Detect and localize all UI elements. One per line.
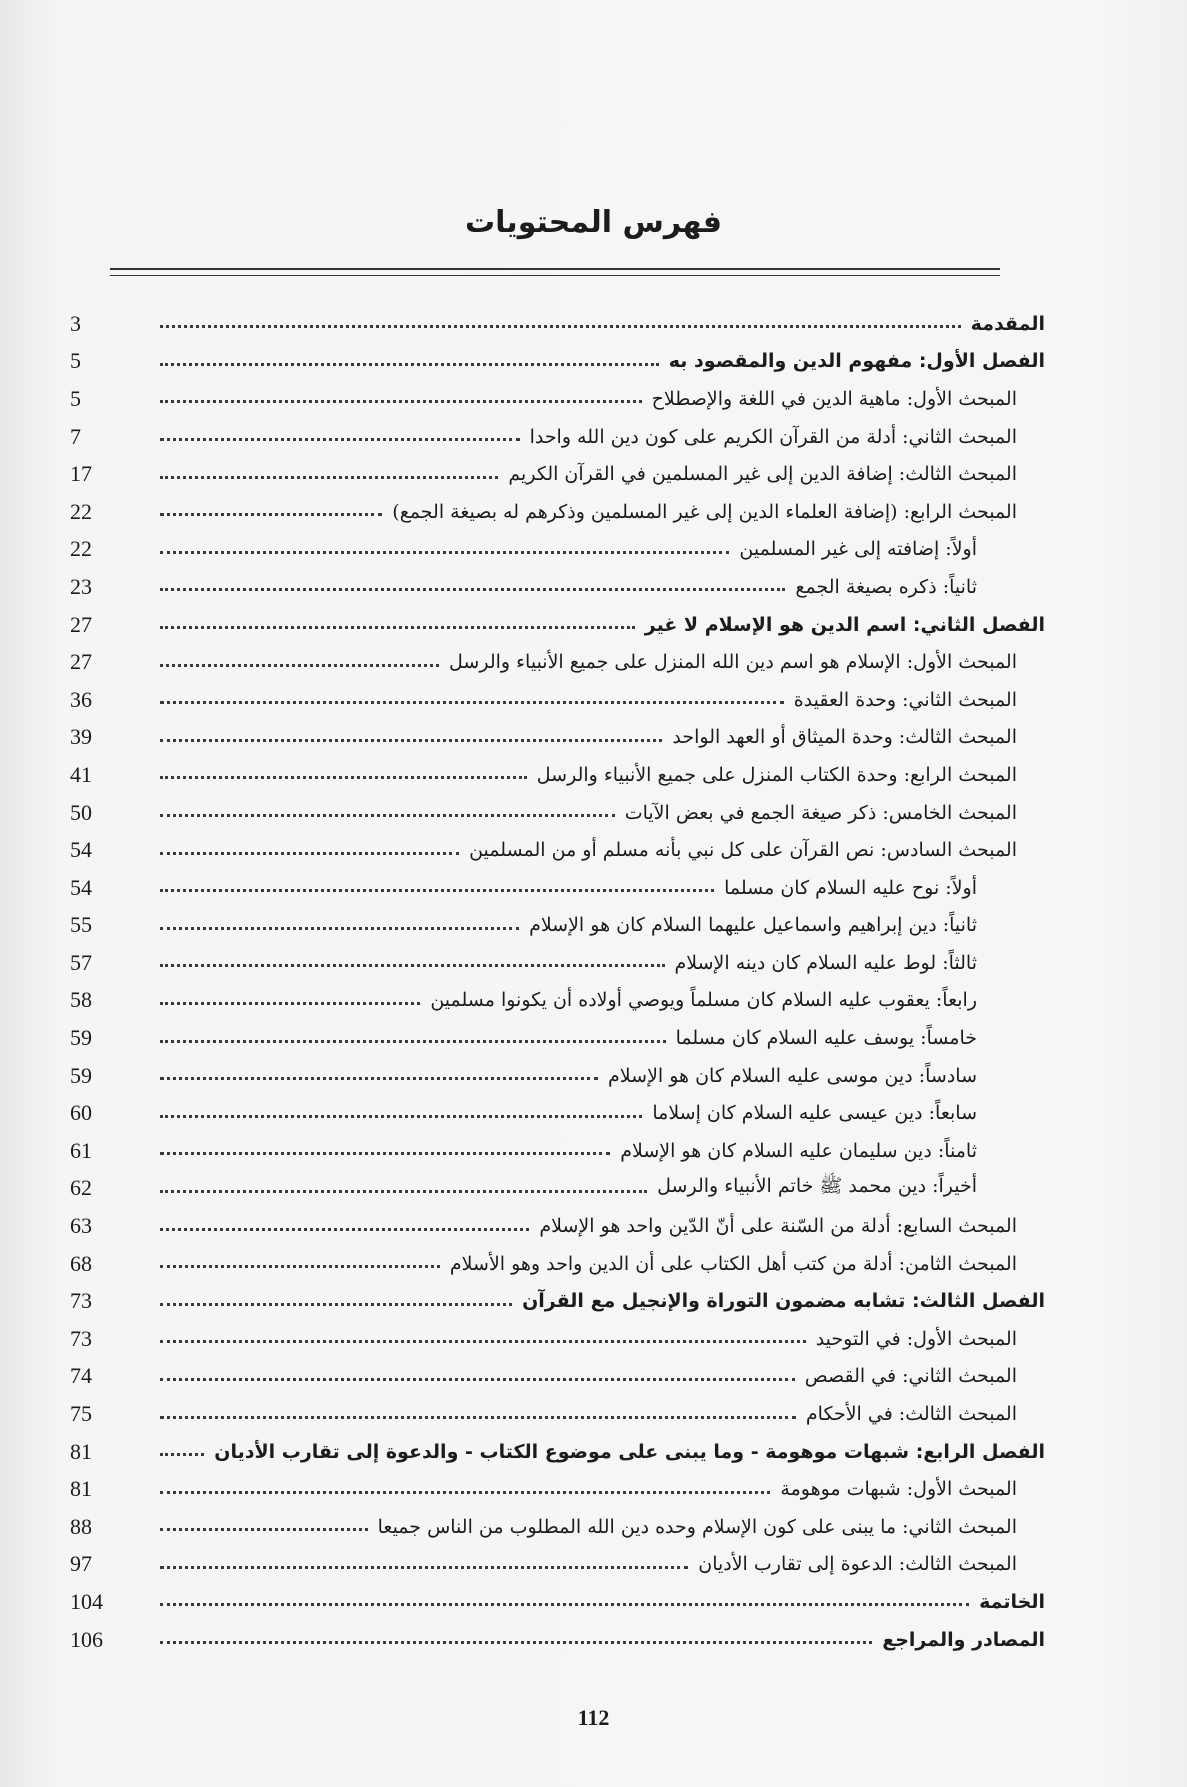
- toc-section-title: المبحث الرابع: وحدة الكتاب المنزل على جميع الأنبياء والرسل: [536, 763, 1017, 786]
- toc-dot-leader: [160, 1593, 969, 1606]
- toc-entry: [70, 982, 1045, 1020]
- toc-page-number: 22: [70, 498, 92, 524]
- toc-entry: [70, 944, 1045, 982]
- toc-section-title: المبحث الرابع: (إضافة العلماء الدين إلى غير المسلمين وذكرهم له بصيغة الجمع): [392, 500, 1017, 523]
- toc-section-title: المبحث الثاني: ما يبنى على كون الإسلام وحده دين الله المطلوب من الناس جميعا: [377, 1515, 1017, 1538]
- toc-page-number: 62: [70, 1175, 92, 1201]
- toc-entry: [70, 1170, 1045, 1208]
- toc-section-title: المبحث الثاني: وحدة العقيدة: [793, 688, 1017, 711]
- toc-page-number: 97: [70, 1551, 92, 1577]
- toc-entry: [70, 1583, 1045, 1621]
- toc-dot-leader: [160, 1368, 795, 1381]
- toc-dot-leader: [160, 766, 527, 779]
- toc-dot-leader: [160, 691, 784, 704]
- toc-section-title: رابعاً: يعقوب عليه السلام كان مسلماً ويوصي أولاده أن يكونوا مسلمين: [430, 989, 977, 1012]
- toc-page-number: 104: [70, 1588, 103, 1614]
- toc-section-title: المبحث الثالث: وحدة الميثاق أو العهد الواحد: [672, 726, 1017, 749]
- toc-entry: [70, 681, 1045, 719]
- toc-chapter-title: الفصل الأول: مفهوم الدين والمقصود به: [668, 350, 1045, 373]
- toc-section-title: المبحث الأول: في التوحيد: [815, 1327, 1017, 1350]
- toc-section-title: المبحث الثامن: أدلة من كتب أهل الكتاب على أن الدين واحد وهو الأسلام: [449, 1252, 1017, 1275]
- toc-chapter-title: الفصل الثاني: اسم الدين هو الإسلام لا غير: [644, 613, 1045, 636]
- toc-entry: [70, 1621, 1045, 1659]
- toc-dot-leader: [160, 1105, 642, 1118]
- toc-entry: [70, 1358, 1045, 1396]
- toc-section-title: ثانياً: دين إبراهيم واسماعيل عليهما السلام كان هو الإسلام: [529, 914, 977, 937]
- toc-page-number: 5: [70, 385, 81, 411]
- toc-section-title: ثانياً: ذكره بصيغة الجمع: [795, 575, 977, 598]
- toc-page-number: 27: [70, 611, 92, 637]
- toc-page-number: 63: [70, 1213, 92, 1239]
- toc-entry: [70, 455, 1045, 493]
- toc-section-title: المبحث السابع: أدلة من السّنة على أنّ الدّين واحد هو الإسلام: [539, 1215, 1017, 1238]
- toc-section-title: أولاً: نوح عليه السلام كان مسلما: [724, 876, 977, 899]
- toc-entry: [70, 380, 1045, 418]
- toc-section-title: المبحث السادس: نص القرآن على كل نبي بأنه مسلم أو من المسلمين: [469, 839, 1017, 862]
- toc-page-number: 22: [70, 536, 92, 562]
- toc-dot-leader: [160, 541, 729, 554]
- toc-entry: [70, 831, 1045, 869]
- toc-dot-leader: [160, 1067, 598, 1080]
- toc-dot-leader: [160, 1556, 688, 1569]
- toc-section-title: سابعاً: دين عيسى عليه السلام كان إسلاما: [652, 1102, 977, 1125]
- toc-dot-leader: [160, 1631, 872, 1644]
- toc-page-number: 36: [70, 686, 92, 712]
- toc-page-number: 57: [70, 949, 92, 975]
- toc-dot-leader: [160, 1481, 770, 1494]
- toc-dot-leader: [160, 954, 665, 967]
- toc-section-title: خامساً: يوسف عليه السلام كان مسلما: [675, 1027, 977, 1050]
- toc-section-title: المبحث الأول: شبهات موهومة: [780, 1478, 1017, 1501]
- toc-section-title: المبحث الثاني: أدلة من القرآن الكريم على كون دين الله واحدا: [529, 425, 1017, 448]
- toc-page-number: 73: [70, 1288, 92, 1314]
- toc-page-number: 7: [70, 423, 81, 449]
- toc-entry: [70, 1546, 1045, 1584]
- toc-dot-leader: [160, 842, 459, 855]
- toc-chapter-title: المقدمة: [970, 312, 1045, 335]
- title-rule-top: [110, 268, 1000, 270]
- toc-dot-leader: [160, 1218, 529, 1231]
- toc-section-title: المبحث الثالث: في الأحكام: [805, 1403, 1017, 1426]
- toc-page-number: 17: [70, 461, 92, 487]
- toc-page-number: 39: [70, 724, 92, 750]
- toc-entry: [70, 343, 1045, 381]
- toc-entry: [70, 1508, 1045, 1546]
- toc-page-number: 88: [70, 1513, 92, 1539]
- toc-section-title: أولاً: إضافته إلى غير المسلمين: [739, 538, 977, 561]
- toc-chapter-title: المصادر والمراجع: [882, 1628, 1045, 1651]
- toc-page-number: 54: [70, 837, 92, 863]
- toc-entry: [70, 1320, 1045, 1358]
- toc-page-number: 5: [70, 348, 81, 374]
- page-title: فهرس المحتويات: [465, 205, 722, 240]
- toc-dot-leader: [160, 1406, 796, 1419]
- toc-page-number: 75: [70, 1401, 92, 1427]
- toc-chapter-title: الخاتمة: [979, 1590, 1045, 1613]
- toc-page-number: 58: [70, 987, 92, 1013]
- toc-dot-leader: [160, 917, 519, 930]
- page-number: 112: [577, 1705, 610, 1730]
- toc-entry: [70, 531, 1045, 569]
- toc-entry: [70, 493, 1045, 531]
- toc-dot-leader: [160, 654, 439, 667]
- toc-dot-leader: [160, 879, 714, 892]
- toc-entry: [70, 643, 1045, 681]
- toc-entry: [70, 1395, 1045, 1433]
- toc-dot-leader: [160, 729, 662, 742]
- toc-entry: [70, 305, 1045, 343]
- title-rule-bottom: [110, 275, 1000, 276]
- toc-section-title: ثامناً: دين سليمان عليه السلام كان هو الإسلام: [620, 1139, 977, 1162]
- toc-entry: [70, 719, 1045, 757]
- toc-dot-leader: [160, 616, 635, 629]
- toc-page-number: 54: [70, 874, 92, 900]
- toc-entry: [70, 1470, 1045, 1508]
- toc-page-number: 73: [70, 1325, 92, 1351]
- toc-page-number: 81: [70, 1476, 92, 1502]
- toc-entry: [70, 1132, 1045, 1170]
- toc-page-number: 61: [70, 1137, 92, 1163]
- toc-entry: [70, 568, 1045, 606]
- toc-dot-leader: [160, 1518, 368, 1531]
- toc-dot-leader: [160, 1030, 666, 1043]
- toc-entry: [70, 1433, 1045, 1471]
- toc-section-title: سادساً: دين موسى عليه السلام كان هو الإسلام: [608, 1064, 977, 1087]
- toc-page-number: 60: [70, 1100, 92, 1126]
- toc-page-number: 59: [70, 1025, 92, 1051]
- toc-page-number: 81: [70, 1438, 92, 1464]
- toc-dot-leader: [160, 428, 520, 441]
- toc-dot-leader: [160, 578, 785, 591]
- toc-dot-leader: [160, 390, 642, 403]
- toc-chapter-title: الفصل الرابع: شبهات موهومة - وما يبنى على موضوع الكتاب - والدعوة إلى تقارب الأديان: [214, 1440, 1045, 1463]
- toc-page-number: 106: [70, 1626, 103, 1652]
- toc-entry: [70, 1019, 1045, 1057]
- toc-section-title: ثالثاً: لوط عليه السلام كان دينه الإسلام: [674, 951, 977, 974]
- toc-section-title: المبحث الثالث: إضافة الدين إلى غير المسلمين في القرآن الكريم: [508, 463, 1017, 486]
- toc-dot-leader: [160, 1443, 204, 1456]
- toc-entry: [70, 1094, 1045, 1132]
- toc-dot-leader: [160, 804, 615, 817]
- toc-page-number: 55: [70, 912, 92, 938]
- toc-entry: [70, 1245, 1045, 1283]
- toc-section-title: المبحث الأول: ماهية الدين في اللغة والإصطلاح: [651, 387, 1017, 410]
- toc-page-number: 74: [70, 1363, 92, 1389]
- toc-dot-leader: [160, 992, 420, 1005]
- toc-page-number: 68: [70, 1250, 92, 1276]
- toc-entry: [70, 1057, 1045, 1095]
- toc-page-number: 50: [70, 799, 92, 825]
- toc-section-title: المبحث الثاني: في القصص: [804, 1365, 1017, 1388]
- toc-entry: [70, 756, 1045, 794]
- toc-dot-leader: [160, 1142, 610, 1155]
- toc-entry: [70, 869, 1045, 907]
- toc-page-number: 23: [70, 573, 92, 599]
- toc-dot-leader: [160, 315, 961, 328]
- toc-dot-leader: [160, 1180, 647, 1193]
- toc-page-number: 41: [70, 761, 92, 787]
- toc-page-number: 27: [70, 649, 92, 675]
- toc-entry: [70, 606, 1045, 644]
- toc-dot-leader: [160, 1293, 512, 1306]
- toc-entry: [70, 794, 1045, 832]
- toc-page-number: 3: [70, 310, 81, 336]
- toc-section-title: المبحث الخامس: ذكر صيغة الجمع في بعض الآيات: [624, 801, 1017, 824]
- toc-section-title: أخيراً: دين محمد ﷺ خاتم الأنبياء والرسل: [657, 1175, 977, 1198]
- toc-dot-leader: [160, 503, 382, 516]
- table-of-contents: [70, 305, 1045, 1658]
- toc-entry: [70, 1207, 1045, 1245]
- toc-page-number: 59: [70, 1062, 92, 1088]
- toc-section-title: المبحث الأول: الإسلام هو اسم دين الله المنزل على جميع الأنبياء والرسل: [449, 651, 1017, 674]
- toc-section-title: المبحث الثالث: الدعوة إلى تقارب الأديان: [698, 1553, 1017, 1576]
- toc-dot-leader: [160, 1330, 806, 1343]
- toc-entry: [70, 418, 1045, 456]
- toc-chapter-title: الفصل الثالث: تشابه مضمون التوراة والإنجيل مع القرآن: [522, 1290, 1045, 1313]
- toc-dot-leader: [160, 1255, 440, 1268]
- toc-entry: [70, 1282, 1045, 1320]
- toc-entry: [70, 907, 1045, 945]
- toc-dot-leader: [160, 353, 659, 366]
- toc-dot-leader: [160, 466, 498, 479]
